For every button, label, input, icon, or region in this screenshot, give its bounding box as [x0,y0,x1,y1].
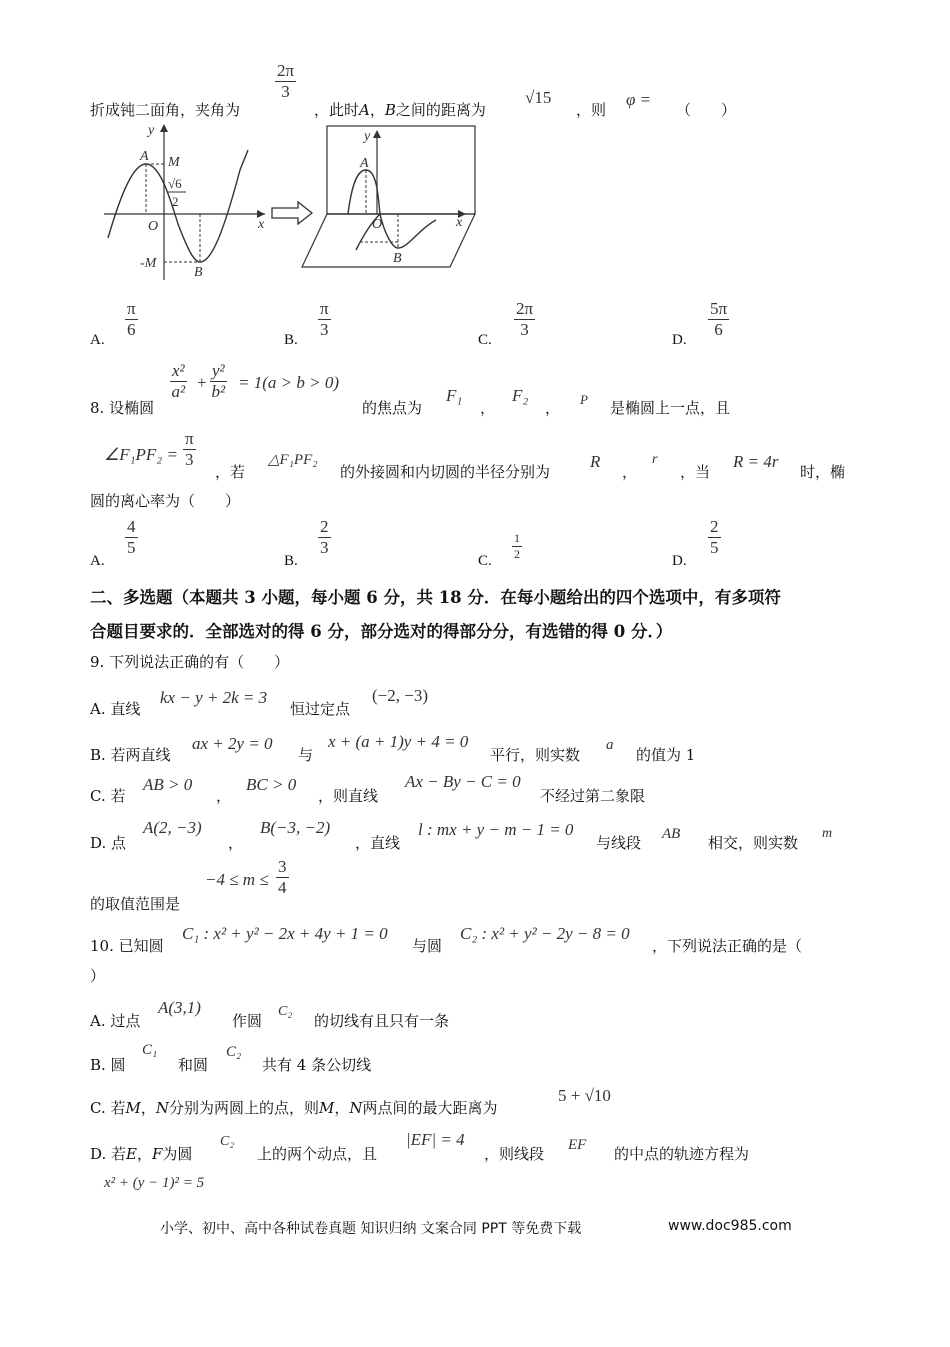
q8-F2: F₂ [512,386,529,405]
q10-C-value: 5 + √10 [558,1086,611,1105]
q10-post: ，下列说法正确的是（ [652,937,803,955]
label-M: M [168,155,180,170]
q8-t5: ，当 [680,463,711,481]
q8-angle: ∠F₁PF₂ = [104,445,178,464]
q10-A-point: A(3,1) [158,998,201,1017]
label-B: B [393,251,402,266]
q8-eq-tail: = 1(a > b > 0) [238,373,339,392]
q9-C-comma: ， [216,787,232,805]
q9-C-end: 不经过第二象限 [540,787,646,805]
label-x: x [456,215,463,230]
q8-option-B-value: $\frac{2}{3}$ [320,517,329,557]
label-x: x [258,217,265,232]
vertical-plane [327,126,475,214]
q10-C2: C₂ : x² + y² − 2y − 8 = 0 [460,924,630,943]
q10-D-C2: C₂ [220,1134,235,1149]
q8-option-D-letter: D. [672,553,687,569]
q9-D-range: −4 ≤ m ≤ [205,870,269,889]
q8-option-C-letter: C. [478,553,492,569]
q10-pre: 10. 已知圆 [90,937,164,955]
label-A: A [140,149,149,164]
q8-t6: 时，椭 [800,463,846,481]
q10-B-C2: C₂ [226,1044,242,1060]
label-negM: -M [140,256,157,271]
q7-angle-fraction [275,62,296,101]
q8-comma1: ， [480,399,496,417]
q10-B-end: 共有 4 条公切线 [262,1056,372,1074]
y-axis-arrow [160,124,168,132]
q9-B-end: 的值为 1 [636,746,696,764]
q8-F1: F₁ [446,386,463,405]
q7-text2: ，此时A，B之间的距离为 [314,101,486,119]
q8-plus: + [197,373,207,392]
q9-B-eq2: x + (a + 1)y + 4 = 0 [328,732,469,751]
label-y: y [148,123,155,138]
q9-B-mid: 与 [298,746,314,764]
q10-A-pre: A. 过点 [90,1012,141,1030]
q8-option-B-letter: B. [284,553,298,569]
q10-B-C1: C₁ [142,1042,158,1058]
horizontal-plane [302,214,475,267]
q9-D-mid2: 与线段 [596,834,642,852]
q10-B-mid: 和圆 [178,1056,209,1074]
q8-option-D-value: $\frac{2}{5}$ [710,517,719,557]
q9-D-m: m [822,826,833,841]
label-B: B [194,265,203,280]
q8-condition: R = 4r [733,452,779,471]
q8-label: 8. 设椭圆 [90,399,155,417]
q7-option-A-value: $\frac{\pi}{6}$ [127,299,136,339]
q9-D-range-frac: $\frac{3}{4}$ [278,857,287,897]
q9-D-mid: ，直线 [355,834,401,852]
q7-distance: √15 [525,88,552,107]
q10-D-mid3: ，则线段 [484,1145,545,1163]
q8-t1: 的焦点为 [362,399,423,417]
q8-t3: ，若 [215,463,246,481]
q7-option-B-value: $\frac{\pi}{3}$ [320,299,329,339]
q9-C-eq3: Ax − By − C = 0 [405,772,521,791]
q8-t7: 圆的离心率为（ ） [90,492,241,510]
footer-text: 小学、初中、高中各种试卷真题 知识归纳 文案合同 PPT 等免费下载 [160,1221,582,1237]
q10-C-text: C. 若M，N分别为两圆上的点，则M，N两点间的最大距离为 [90,1099,498,1117]
q9-C-eq1: AB > 0 [143,775,193,794]
label-y: y [364,129,371,144]
q10-D-EF-abs: |EF| = 4 [406,1130,465,1149]
q9-C-pre: C. 若 [90,787,126,805]
q8-R: R [590,452,601,471]
upper-curve [348,170,380,214]
label-two: 2 [172,194,179,209]
q7-option-D-value: $\frac{5\pi}{6}$ [710,299,728,339]
lower-curve [356,214,436,250]
q8-option-C-value: $\frac{1}{2}$ [514,531,520,561]
q7-text1: 折成钝二面角，夹角为 [90,101,241,119]
q7-angle-den: 3 [281,81,290,101]
q10-C1: C₁ : x² + y² − 2x + 4y + 1 = 0 [182,924,388,943]
q7-paren: （ ） [676,101,737,119]
q9-stem: 9. 下列说法正确的有（ ） [90,653,290,671]
q8-comma2: ， [545,399,561,417]
q7-angle-num: 2π [277,61,295,80]
q10-D-mid2: 上的两个动点，且 [257,1145,378,1163]
label-O: O [148,219,159,234]
q9-A-point: (−2, −3) [372,686,428,705]
q7-text3: ，则 [576,101,607,119]
q10-A-C2: C₂ [278,1004,293,1019]
q9-D-B: B(−3, −2) [260,818,331,837]
q9-C-mid: ，则直线 [318,787,379,805]
q9-C-eq2: BC > 0 [246,775,297,794]
label-A: A [360,156,369,171]
q7-option-D-letter: D. [672,332,687,348]
q7-option-B-letter: B. [284,332,298,348]
q9-B-a: a [606,737,614,753]
q7-option-C-letter: C. [478,332,492,348]
q8-t4: 的外接圆和内切圆的半径分别为 [340,463,551,481]
q8-frac-y: $\frac{\text{y²}}{\text{b²}}$ [211,361,226,401]
q10-D-text: D. 若E，F为圆 [90,1145,193,1163]
q9-B-post: 平行，则实数 [490,746,581,764]
q8-comma3: ， [622,463,638,481]
label-sqrt6: √6 [168,176,182,191]
q7-figure-folded-plane [300,122,485,272]
q10-mid: 与圆 [412,937,443,955]
q10-post2: ） [90,967,106,985]
q10-D-EF: EF [568,1137,587,1153]
q9-D-end: 的取值范围是 [90,895,181,913]
q10-D-equation: x² + (y − 1)² = 5 [104,1175,205,1191]
q9-D-pre: D. 点 [90,834,127,852]
q9-A-mid: 恒过定点 [290,700,351,718]
q9-B-eq1: ax + 2y = 0 [192,734,273,753]
q7-phi: φ = [626,90,652,109]
q7-option-A-letter: A. [90,332,105,348]
section2-heading-line1: 二、多选题（本题共 3 小题，每小题 6 分，共 18 分．在每小题给出的四个选项中，有多项符 [90,588,781,607]
q9-A-pre: A. 直线 [90,700,141,718]
q8-frac-x: $\frac{\text{x²}}{\text{a²}}$ [171,361,186,401]
q10-A-end: 的切线有且只有一条 [314,1012,450,1030]
q7-figure-sine-graph [100,120,270,285]
q9-D-mid3: 相交，则实数 [708,834,799,852]
q8-triangle: △F₁PF₂ [268,452,318,468]
q10-A-mid: 作圆 [232,1012,263,1030]
q7-option-C-value: $\frac{2\pi}{3}$ [516,299,534,339]
q9-D-A: A(2, −3) [143,818,202,837]
q9-B-pre: B. 若两直线 [90,746,171,764]
label-O: O [372,217,383,232]
footer-site-link[interactable]: www.doc985.com [668,1218,792,1234]
q10-B-pre: B. 圆 [90,1056,126,1074]
q8-angle-frac: $\frac{\pi}{3}$ [185,429,194,469]
section2-heading-line2: 合题目要求的．全部选对的得 6 分，部分选对的得部分分，有选错的得 0 分．） [90,622,673,641]
q9-D-line: l : mx + y − m − 1 = 0 [418,820,574,839]
q8-P: P [580,392,588,407]
q9-D-AB: AB [662,826,681,842]
q8-r: r [652,452,658,467]
q8-option-A-letter: A. [90,553,105,569]
q9-A-eq: kx − y + 2k = 3 [160,688,268,707]
q10-D-end: 的中点的轨迹方程为 [614,1145,750,1163]
q9-D-comma: ， [228,834,244,852]
q8-option-A-value: $\frac{4}{5}$ [127,517,136,557]
y-axis-arrow [373,130,381,138]
q8-t2: 是椭圆上一点，且 [610,399,731,417]
